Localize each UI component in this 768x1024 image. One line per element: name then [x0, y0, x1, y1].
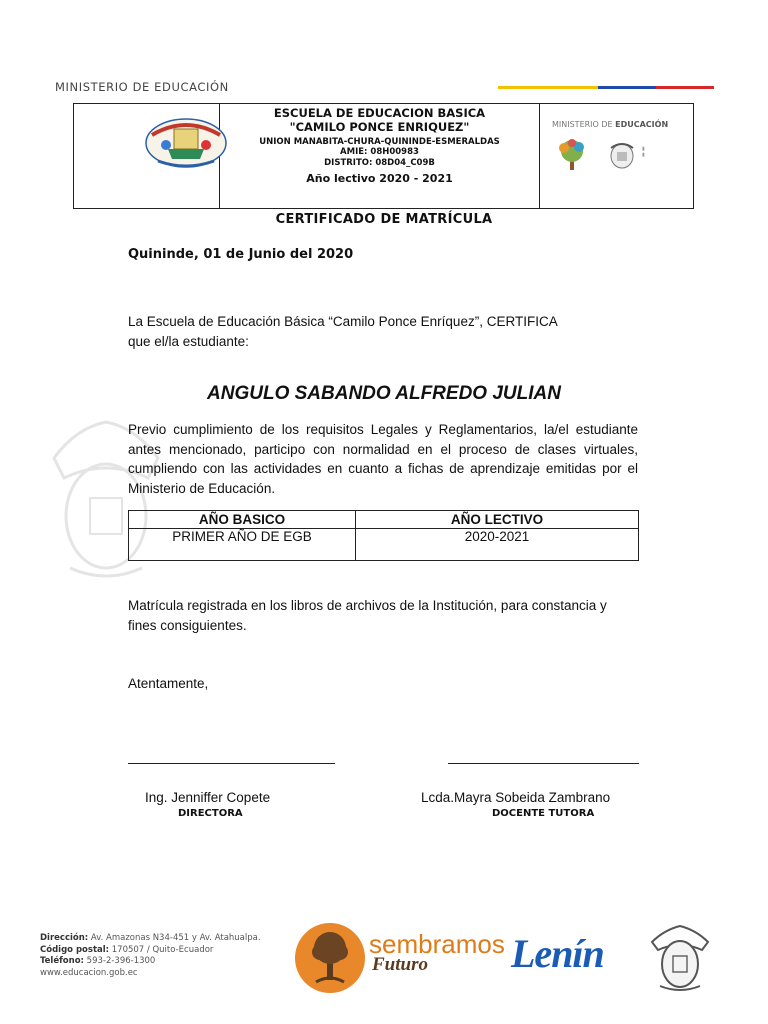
tree-logo-icon — [552, 138, 592, 172]
flag-bar-yellow — [498, 86, 598, 89]
table-header-ano-basico: AÑO BASICO — [129, 511, 356, 529]
salutation: Atentamente, — [128, 676, 209, 691]
gobierno-mark: ▮ ▮ — [642, 146, 645, 158]
table-header-row — [129, 511, 639, 529]
footer-contact-info — [40, 933, 261, 979]
signature-name-tutora: Lcda.Mayra Sobeida Zambrano — [421, 790, 611, 805]
footer-postal: Código postal: 170507 / Quito-Ecuador — [40, 944, 214, 955]
ecuador-coat-small-icon — [605, 140, 639, 170]
certificate-title: CERTIFICADO DE MATRÍCULA — [275, 212, 493, 227]
footer-address: Dirección: Av. Amazonas N34-451 y Av. Atahualpa. — [40, 933, 261, 943]
school-lectivo: Año lectivo 2020 - 2021 — [306, 171, 453, 185]
footer-phone: Teléfono: 593-2-396-1300 — [40, 956, 156, 966]
table-header-ano-lectivo: AÑO LECTIVO — [356, 511, 639, 529]
school-name-line1: ESCUELA DE EDUCACION BASICA — [273, 106, 486, 120]
signature-line-tutora — [448, 763, 639, 764]
flag-bar-blue — [598, 86, 656, 89]
signature-line-directora — [128, 763, 335, 764]
school-distrito: DISTRITO: 08D04_C09B — [324, 158, 435, 168]
intro-line-2: que el/la estudiante: — [128, 333, 249, 349]
table-row — [129, 529, 639, 561]
body-paragraph: Previo cumplimiento de los requisitos Legales y Reglamentarios, la/el estudiante antes mencionado, participo con normalidad en el proceso de clases virtuales, cumpliendo con las actividades en cuanto a fichas de aprendizaje emitidas por el Ministerio de Educación. — [128, 422, 638, 496]
lenin-logo-text: Lenín — [511, 931, 604, 976]
signature-name-directora: Ing. Jenniffer Copete — [145, 790, 271, 805]
sembramos-logo-text: sembramos — [369, 929, 505, 959]
flag-bar-red — [656, 86, 714, 89]
school-amie: AMIE: 08H00983 — [340, 147, 419, 158]
closing-paragraph: Matrícula registrada en los libros de archivos de la Institución, para constancia y fines consiguientes. — [128, 598, 607, 633]
intro-line-1: La Escuela de Educación Básica “Camilo Ponce Enríquez”, CERTIFICA — [128, 314, 558, 329]
enrollment-table — [128, 510, 639, 561]
signature-role-tutora: DOCENTE TUTORA — [492, 808, 595, 819]
futuro-logo-text: Futuro — [372, 954, 428, 975]
date-line: Quininde, 01 de Junio del 2020 — [128, 247, 354, 262]
intro-paragraph — [128, 312, 638, 351]
school-header-text — [220, 106, 539, 185]
header-divider-right — [539, 103, 540, 209]
table-cell-year: 2020-2021 — [356, 529, 639, 561]
school-location: UNION MANABITA-CHURA-QUININDE-ESMERALDAS — [259, 136, 500, 147]
signature-role-directora: DIRECTORA — [178, 808, 243, 819]
sembramos-tree-icon — [294, 922, 366, 994]
footer-website: www.educacion.gob.ec — [40, 967, 138, 978]
ministerio-small-label: MINISTERIO DE EDUCACIÓN — [552, 120, 669, 129]
ministerio-header-label: MINISTERIO DE EDUCACIÓN — [55, 80, 229, 94]
student-name: ANGULO SABANDO ALFREDO JULIAN — [207, 383, 561, 404]
ecuador-coat-of-arms-icon — [648, 924, 712, 992]
table-cell-grade: PRIMER AÑO DE EGB — [129, 529, 356, 561]
school-name-line2: "CAMILO PONCE ENRIQUEZ" — [289, 120, 470, 135]
